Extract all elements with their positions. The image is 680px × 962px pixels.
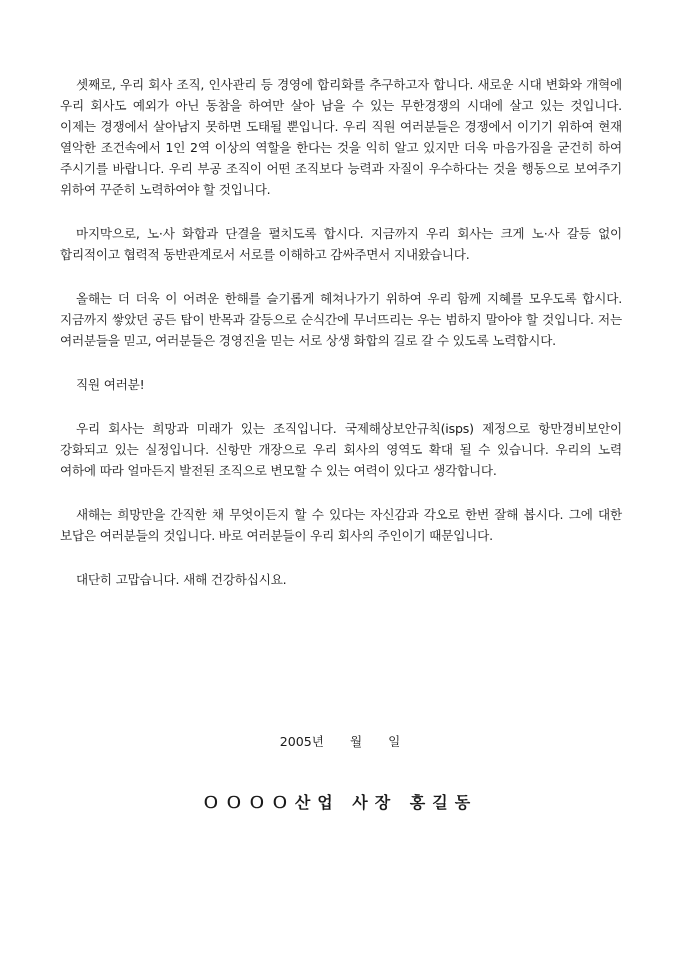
paragraph-closing: 대단히 고맙습니다. 새해 건강하십시요.	[76, 572, 287, 587]
paragraph-this-year: 올해는 더 더욱 이 어려운 한해를 슬기롭게 헤쳐나가기 위하여 우리 함께 지혜를 모우도록 합시다. 지금까지 쌓았던 공든 탑이 반목과 갈등으로 순식간에 무너뜨리는 우는 범하지 말아야 할 것입니다. 저는 여러분들을 믿고, 여러분들은 경영진을 믿는 서로 상생 화합의 길로 갈 수 있도록 노력합시다.	[60, 291, 622, 348]
letter-body	[60, 74, 622, 613]
paragraph-greeting: 직원 여러분!	[76, 377, 145, 392]
signature-line: ＯＯＯＯ산업 사장 홍길동	[202, 793, 478, 812]
paragraph-hope-future: 우리 회사는 희망과 미래가 있는 조직입니다. 국제해상보안규칙(isps) 제정으로 항만경비보안이 강화되고 있는 실정입니다. 신항만 개장으로 우리 회사의 영역도 확대 될 수 있습니다. 우리의 노력 여하에 따라 얼마든지 발전된 조직으로 변모할 수 있는 여력이 있다고 생각합니다.	[60, 421, 622, 478]
paragraph-new-year: 새해는 희망만을 간직한 채 무엇이든지 할 수 있다는 자신감과 각오로 한번 잘해 봅시다. 그에 대한 보답은 여러분들의 것입니다. 바로 여러분들이 우리 회사의 주인이기 때문입니다.	[60, 507, 622, 543]
date-year: 2005년	[279, 734, 324, 749]
date-day: 일	[388, 734, 401, 749]
date-month: 월	[349, 734, 363, 749]
paragraph-third-point: 셋째로, 우리 회사 조직, 인사관리 등 경영에 합리화를 추구하고자 합니다. 새로운 시대 변화와 개혁에 우리 회사도 예외가 아닌 동참을 하여만 살아 남을 수 있는 무한경쟁의 시대에 살고 있는 것입니다. 이제는 경쟁에서 살아남지 못하면 도태될 뿐입니다. 우리 직원 여러분들은 경쟁에서 이기기 위하여 현재 열악한 조건속에서 1인 2역 이상의 역할을 한다는 것을 익히 알고 있지만 더욱 마음가짐을 굳건히 하여 주시기를 바랍니다. 우리 부공 조직이 어떤 조직보다 능력과 자질이 우수하다는 것을 행동으로 보여주기 위하여 꾸준히 노력하여야 할 것입니다.	[60, 77, 622, 197]
date-line	[0, 731, 680, 752]
paragraph-labor-harmony: 마지막으로, 노·사 화합과 단결을 펼치도록 합시다. 지금까지 우리 회사는 크게 노·사 갈등 없이 합리적이고 협력적 동반관계로서 서로를 이해하고 감싸주면서 지내왔습니다.	[60, 226, 622, 262]
